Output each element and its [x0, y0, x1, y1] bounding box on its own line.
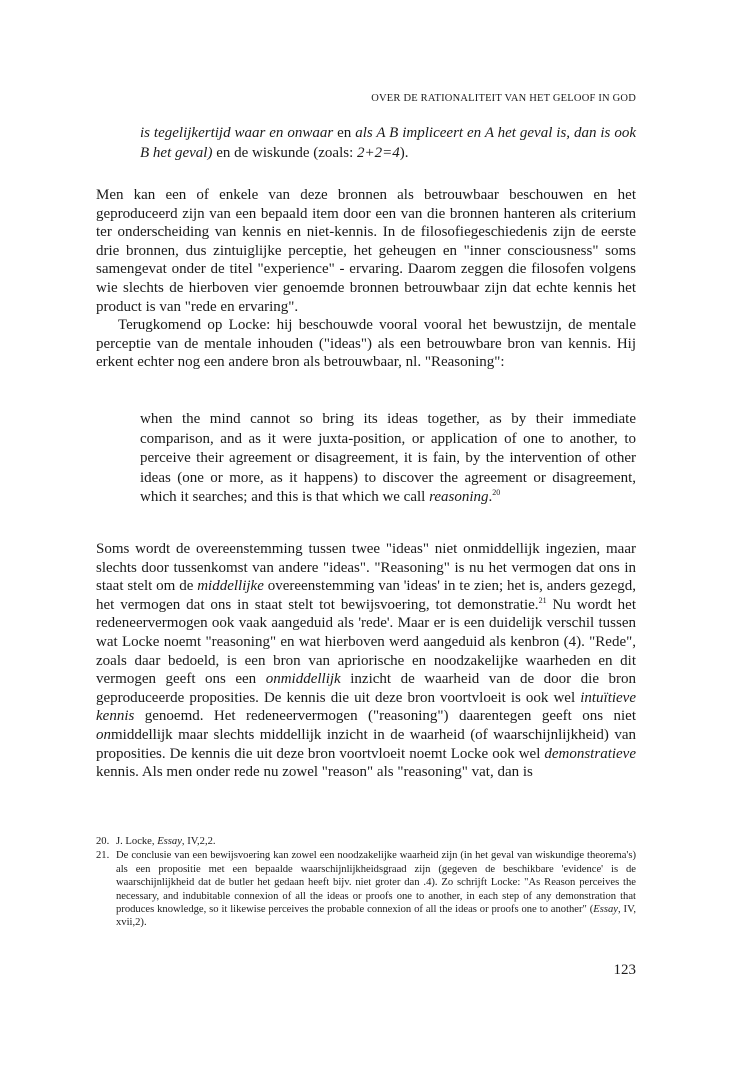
fn21-text-a: De conclusie van een bewijsvoering kan zowel een noodzakelijke waarheid zijn (in het geval van wiskundige theorema's) als een propositie met een bepaalde waarschijnlijkheidsgraad zijn (gegeven de beschikbare 'evidence' is de waarschijnlijkheid dat de butler het gedaan heeft bijv. niet groter dan .4). Zo schrijft Locke: "As Reason perceives the necessary, and indubitable connexion of all the ideas or proofs one to another, in each step of any demonstration that produces knowledge, so it likewise perceives the probable connexion of all the ideas or proofs one to another" (: [116, 850, 636, 916]
footnote-20-text: [116, 835, 636, 848]
p3-text-5: genoemd. Het redeneervermogen ("reasoning") daarentegen geeft ons niet: [134, 708, 636, 725]
fn20-text-a: J. Locke,: [116, 836, 158, 847]
footnotes: [96, 835, 636, 931]
paragraph-1: Men kan een of enkele van deze bronnen als betrouwbaar beschouwen en het geproduceerd zijn van een bepaald item door een van die bronnen hanteren als criterium ter onderscheiding van kennis en niet-kennis. In de filosofiegeschiedenis zijn de eerste drie bronnen, dus zintuiglijke perceptie, het geheugen en "inner consciousness" soms samengevat onder de titel "experience" - ervaring. Daarom zeggen die filosofen volgens wie slechts de hierboven vier genoemde bronnen betrouwbaar zijn dat echte kennis het product is van "rede en ervaring".: [96, 187, 636, 315]
footnote-ref-20[interactable]: 20: [492, 488, 501, 497]
p3-italic-1: middellijke: [197, 578, 264, 595]
footnote-21: [96, 849, 636, 929]
fn21-italic: Essay: [593, 904, 618, 916]
footnote-21-text: [116, 849, 636, 929]
footnote-20-number: 20.: [96, 836, 110, 847]
p3-italic-2: onmiddellijk: [265, 671, 341, 688]
fn20-text-c: , IV,2,2.: [181, 836, 216, 847]
p3-italic-5: demonstratieve: [544, 745, 636, 762]
paragraph-1-block: [96, 186, 636, 372]
intro-italic-2: als A B impliceert en A het geval is, dan is ook B het geval): [140, 125, 636, 161]
intro-text-2: en de wiskunde (zoals:: [212, 144, 358, 161]
p3-text-6: middellijk maar slechts middellijk inzicht in de waarheid (of waarschijnlijkheid) van proposities. De kennis die uit deze bron voortvloeit noemt Locke ook wel: [96, 726, 636, 762]
fn20-italic: Essay: [157, 836, 182, 847]
intro-quote-continuation: [140, 124, 636, 163]
footnote-21-number: 21.: [96, 850, 110, 862]
p3-text-7: kennis. Als men onder rede nu zowel "reason" als "reasoning" vat, dan is: [96, 764, 533, 781]
p3-text-4: inzicht de waarheid van de door die bron geproduceerde proposities. De kennis die uit deze bron voortvloeit is ook wel: [96, 671, 637, 706]
intro-italic-1: is tegelijkertijd waar en onwaar: [140, 125, 334, 141]
paragraph-3: [96, 540, 636, 782]
block-quote: [140, 410, 636, 508]
intro-italic-3: 2+2=4: [357, 144, 400, 161]
p3-italic-4: on: [96, 726, 111, 743]
p3-text-1: Soms wordt de overeenstemming tussen twee "ideas" niet onmiddellijk ingezien, maar slechts door tussenkomst van andere "ideas". "Reasoning" is nu het vermogen dat ons in staat stelt om de: [96, 541, 636, 595]
paragraph-2: Terugkomend op Locke: hij beschouwde vooral vooral het bewustzijn, de mentale perceptie van de mentale inhouden ("ideas") als een betrouwbare bron van kennis. Hij erkent echter nog een andere bron als betrouwbaar, nl. "Reasoning":: [96, 317, 636, 371]
running-header: OVER DE RATIONALITEIT VAN HET GELOOF IN GOD: [371, 93, 636, 104]
p3-text-3: Nu wordt het redeneervermogen ook vaak aangeduid als 'rede'. Maar er is een duidelijk verschil tussen wat Locke noemt "reasoning" en wat hierboven werd aangeduid als kenbron (4). "Rede", zoals daar bedoeld, is een bron van apriorische en noodzakelijke waarheden en dit vermogen geeft ons een: [96, 596, 637, 688]
fn21-text-c: , IV, xvii,2).: [116, 904, 636, 929]
footnote-ref-21[interactable]: 21: [538, 595, 547, 605]
page-number: 123: [613, 962, 636, 978]
quote-text: when the mind cannot so bring its ideas together, as by their immediate comparison, and as it were juxta-position, or application of one to another, to perceive their agreement or disagreement, it is fain, by the intervention of other ideas (one or more, as it happens) to discover the agreement or disagreement, which it searches; and this is that which we call: [140, 411, 636, 505]
quote-end: .: [488, 489, 493, 505]
p3-italic-3: intuïtieve kennis: [96, 689, 636, 725]
intro-text-3: ).: [399, 144, 409, 161]
quote-italic: reasoning: [429, 489, 489, 505]
intro-text-1: en: [333, 125, 356, 141]
p3-text-2: overeenstemming van 'ideas' in te zien; het is, anders gezegd, het vermogen dat ons in staat stelt tot bewijsvoering, tot demonstratie.: [96, 578, 636, 613]
footnote-20: [96, 835, 636, 848]
